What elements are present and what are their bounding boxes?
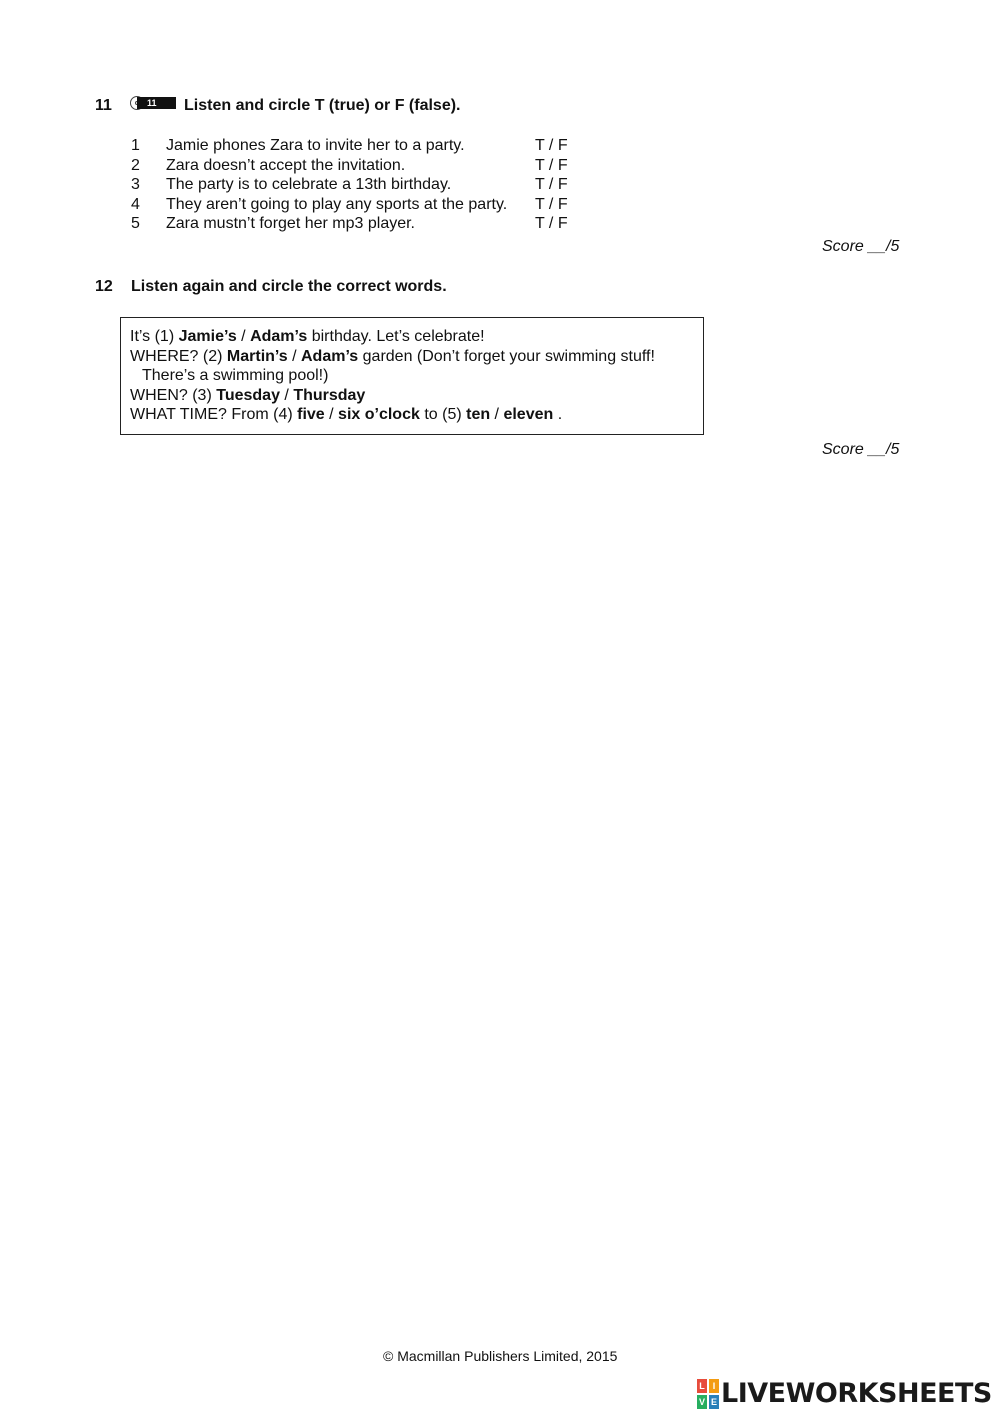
- option-separator: /: [287, 347, 301, 365]
- exercise-11-instruction: Listen and circle T (true) or F (false).: [184, 97, 461, 114]
- list-item: [131, 175, 591, 195]
- true-false-choice[interactable]: T / F: [535, 195, 568, 213]
- invite-line-4: [130, 386, 703, 406]
- invite-line-3: There’s a swimming pool!): [142, 367, 329, 385]
- word-option[interactable]: Thursday: [293, 386, 366, 404]
- option-separator: /: [324, 406, 339, 424]
- word-option[interactable]: Tuesday: [216, 386, 280, 404]
- word-option[interactable]: ten: [466, 406, 491, 424]
- copyright-footer: © Macmillan Publishers Limited, 2015: [383, 1348, 618, 1364]
- item-number: 2: [131, 156, 140, 174]
- true-false-choice[interactable]: T / F: [535, 156, 568, 174]
- item-number: 5: [131, 215, 140, 232]
- true-false-list: [131, 136, 591, 234]
- exercise-12-instruction: Listen again and circle the correct words.: [131, 278, 447, 295]
- exercise-11-number: 11: [95, 97, 112, 114]
- list-item: [131, 156, 591, 176]
- true-false-choice[interactable]: T / F: [535, 137, 568, 154]
- word-option[interactable]: Martin’s: [226, 347, 288, 365]
- liveworksheets-logo: [697, 1378, 992, 1410]
- invitation-box: [120, 317, 704, 435]
- list-item: [131, 136, 591, 156]
- word-option[interactable]: Jamie’s: [178, 328, 237, 345]
- invite-text: WHERE? (2): [130, 347, 227, 365]
- logo-block: I: [709, 1379, 719, 1393]
- logo-block: V: [698, 1397, 705, 1407]
- item-number: 4: [131, 195, 140, 213]
- option-separator: /: [490, 406, 504, 424]
- invite-line-5: [130, 405, 703, 425]
- list-item: [131, 214, 591, 234]
- logo-block: E: [710, 1397, 717, 1407]
- word-option[interactable]: six o’clock: [338, 406, 420, 424]
- invite-text: WHEN? (3): [130, 386, 217, 404]
- exercise-12-score: Score __/5: [822, 441, 900, 458]
- item-number: 1: [131, 137, 140, 154]
- word-option[interactable]: Adam’s: [301, 347, 359, 365]
- word-option[interactable]: five: [297, 406, 325, 424]
- word-option[interactable]: Adam’s: [250, 328, 308, 345]
- list-item: [131, 195, 591, 215]
- item-statement: Zara mustn’t forget her mp3 player.: [166, 215, 415, 232]
- item-number: 3: [131, 176, 140, 193]
- exercise-12-number: 12: [95, 278, 113, 295]
- logo-block: L: [697, 1379, 707, 1393]
- item-statement: Jamie phones Zara to invite her to a party.: [166, 137, 465, 154]
- invite-text: WHAT TIME? From (4): [130, 406, 298, 424]
- invite-text: to (5): [419, 406, 467, 424]
- cd-track-icon: [130, 96, 176, 110]
- item-statement: The party is to celebrate a 13th birthday.: [166, 176, 452, 193]
- word-option[interactable]: eleven: [503, 406, 554, 424]
- invite-text: It’s (1): [130, 328, 179, 345]
- invite-text: birthday. Let’s celebrate!: [307, 328, 485, 345]
- true-false-choice[interactable]: T / F: [535, 215, 568, 232]
- item-statement: Zara doesn’t accept the invitation.: [166, 156, 406, 174]
- invite-text: .: [553, 406, 563, 424]
- logo-text: LIVEWORKSHEETS: [721, 1378, 992, 1409]
- item-statement: They aren’t going to play any sports at the party.: [166, 195, 508, 213]
- invite-line-1: [130, 327, 703, 347]
- invite-line-2: [130, 347, 703, 367]
- option-separator: /: [236, 328, 251, 345]
- exercise-11-score: Score __/5: [822, 238, 900, 255]
- cd-track-label: 11: [137, 97, 176, 109]
- logo-blocks-icon: [697, 1379, 719, 1409]
- true-false-choice[interactable]: T / F: [535, 176, 568, 193]
- invite-text: garden (Don’t forget your swimming stuff!: [358, 347, 655, 365]
- option-separator: /: [279, 386, 294, 404]
